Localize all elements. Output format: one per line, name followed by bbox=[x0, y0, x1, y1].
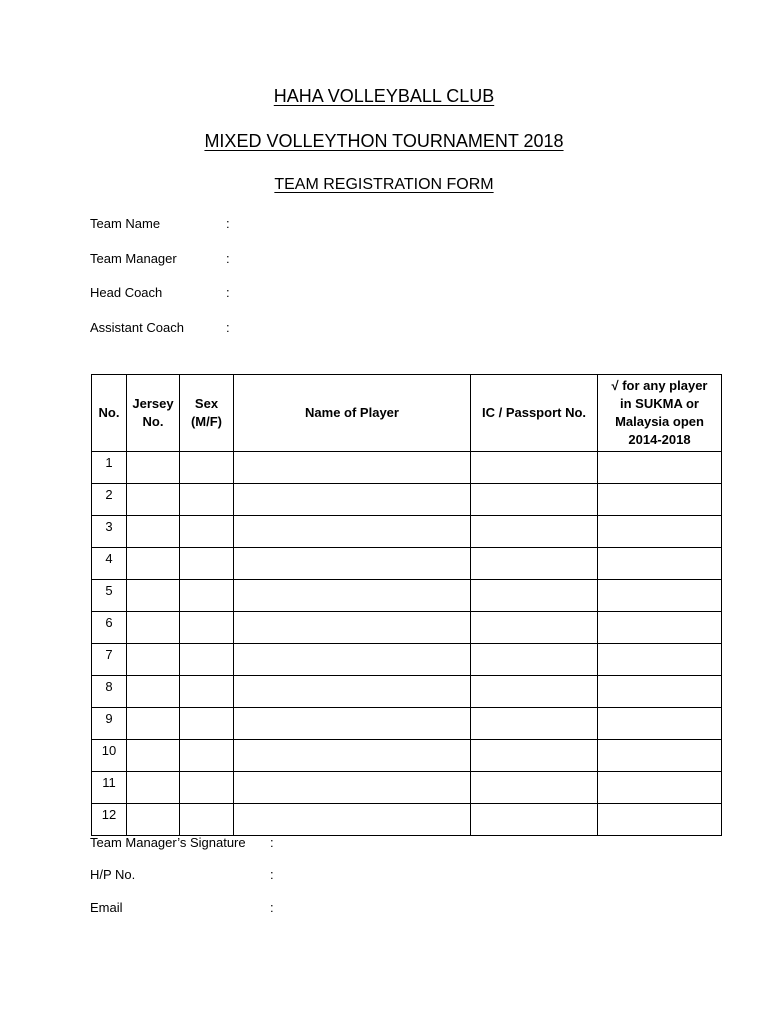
name-cell[interactable] bbox=[234, 804, 471, 836]
no-cell: 11 bbox=[92, 772, 127, 804]
signature-label: Team Manager’s Signature bbox=[90, 835, 246, 850]
head-coach-colon: : bbox=[226, 285, 230, 300]
table-row bbox=[92, 484, 722, 516]
no-cell: 5 bbox=[92, 580, 127, 612]
no-cell: 4 bbox=[92, 548, 127, 580]
name-cell[interactable] bbox=[234, 740, 471, 772]
jersey-cell[interactable] bbox=[127, 484, 180, 516]
header-sex-line1: Sex bbox=[194, 396, 219, 411]
header-check-line2: in SUKMA or bbox=[620, 396, 699, 411]
team-name-label: Team Name bbox=[90, 216, 161, 231]
sex-cell[interactable] bbox=[180, 740, 234, 772]
check-cell[interactable] bbox=[598, 676, 722, 708]
check-cell[interactable] bbox=[598, 644, 722, 676]
check-cell[interactable] bbox=[598, 484, 722, 516]
team-manager-field[interactable] bbox=[90, 251, 230, 266]
no-cell: 12 bbox=[92, 804, 127, 836]
jersey-cell[interactable] bbox=[127, 804, 180, 836]
table-row bbox=[92, 676, 722, 708]
jersey-cell[interactable] bbox=[127, 548, 180, 580]
header-jersey-line2: No. bbox=[142, 414, 164, 429]
sex-cell[interactable] bbox=[180, 708, 234, 740]
no-cell: 10 bbox=[92, 740, 127, 772]
no-cell: 9 bbox=[92, 708, 127, 740]
header-jersey-line1: Jersey bbox=[132, 396, 174, 411]
no-cell: 8 bbox=[92, 676, 127, 708]
sex-cell[interactable] bbox=[180, 612, 234, 644]
table-row bbox=[92, 612, 722, 644]
ic-cell[interactable] bbox=[471, 644, 598, 676]
table-row bbox=[92, 548, 722, 580]
head-coach-label: Head Coach bbox=[90, 285, 163, 300]
sex-cell[interactable] bbox=[180, 516, 234, 548]
team-name-colon: : bbox=[226, 216, 230, 231]
header-ic: IC / Passport No. bbox=[471, 375, 598, 452]
table-row bbox=[92, 580, 722, 612]
name-cell[interactable] bbox=[234, 612, 471, 644]
team-name-field[interactable] bbox=[90, 216, 230, 231]
table-row bbox=[92, 804, 722, 836]
header-name: Name of Player bbox=[234, 375, 471, 452]
table-row bbox=[92, 516, 722, 548]
ic-cell[interactable] bbox=[471, 708, 598, 740]
ic-cell[interactable] bbox=[471, 772, 598, 804]
hp-no-field[interactable] bbox=[90, 867, 274, 882]
table-row bbox=[92, 644, 722, 676]
no-cell: 2 bbox=[92, 484, 127, 516]
check-cell[interactable] bbox=[598, 772, 722, 804]
check-cell[interactable] bbox=[598, 612, 722, 644]
hp-no-label: H/P No. bbox=[90, 867, 136, 882]
tournament-title: MIXED VOLLEYTHON TOURNAMENT 2018 bbox=[204, 131, 564, 151]
jersey-cell[interactable] bbox=[127, 772, 180, 804]
header-check-line1: √ for any player bbox=[611, 378, 708, 393]
header-check-line4: 2014-2018 bbox=[628, 432, 691, 447]
table-row bbox=[92, 772, 722, 804]
sex-cell[interactable] bbox=[180, 484, 234, 516]
assistant-coach-colon: : bbox=[226, 320, 230, 335]
no-cell: 3 bbox=[92, 516, 127, 548]
name-cell[interactable] bbox=[234, 676, 471, 708]
team-manager-colon: : bbox=[226, 251, 230, 266]
assistant-coach-label: Assistant Coach bbox=[90, 320, 184, 335]
ic-cell[interactable] bbox=[471, 804, 598, 836]
sex-cell[interactable] bbox=[180, 676, 234, 708]
form-title: TEAM REGISTRATION FORM bbox=[274, 176, 494, 193]
player-roster-table bbox=[91, 374, 722, 836]
jersey-cell[interactable] bbox=[127, 580, 180, 612]
ic-cell[interactable] bbox=[471, 612, 598, 644]
sex-cell[interactable] bbox=[180, 772, 234, 804]
ic-cell[interactable] bbox=[471, 580, 598, 612]
check-cell[interactable] bbox=[598, 452, 722, 484]
ic-cell[interactable] bbox=[471, 548, 598, 580]
jersey-cell[interactable] bbox=[127, 452, 180, 484]
header-no: No. bbox=[92, 375, 127, 452]
header-sex bbox=[180, 375, 234, 452]
name-cell[interactable] bbox=[234, 452, 471, 484]
header-check-line3: Malaysia open bbox=[615, 414, 704, 429]
jersey-cell[interactable] bbox=[127, 516, 180, 548]
header-check bbox=[598, 375, 722, 452]
email-colon: : bbox=[270, 900, 274, 915]
ic-cell[interactable] bbox=[471, 516, 598, 548]
name-cell[interactable] bbox=[234, 484, 471, 516]
table-header-row bbox=[92, 375, 722, 452]
name-cell[interactable] bbox=[234, 644, 471, 676]
email-label: Email bbox=[90, 900, 123, 915]
check-cell[interactable] bbox=[598, 548, 722, 580]
email-field[interactable] bbox=[90, 900, 274, 915]
no-cell: 7 bbox=[92, 644, 127, 676]
table-row bbox=[92, 740, 722, 772]
assistant-coach-field[interactable] bbox=[90, 320, 230, 335]
check-cell[interactable] bbox=[598, 516, 722, 548]
no-cell: 1 bbox=[92, 452, 127, 484]
name-cell[interactable] bbox=[234, 580, 471, 612]
check-cell[interactable] bbox=[598, 740, 722, 772]
jersey-cell[interactable] bbox=[127, 644, 180, 676]
name-cell[interactable] bbox=[234, 708, 471, 740]
sex-cell[interactable] bbox=[180, 548, 234, 580]
name-cell[interactable] bbox=[234, 772, 471, 804]
club-title: HAHA VOLLEYBALL CLUB bbox=[273, 86, 495, 106]
jersey-cell[interactable] bbox=[127, 740, 180, 772]
team-manager-label: Team Manager bbox=[90, 251, 177, 266]
ic-cell[interactable] bbox=[471, 676, 598, 708]
head-coach-field[interactable] bbox=[90, 285, 230, 300]
check-cell[interactable] bbox=[598, 804, 722, 836]
hp-no-colon: : bbox=[270, 867, 274, 882]
sex-cell[interactable] bbox=[180, 804, 234, 836]
signature-field[interactable] bbox=[90, 835, 274, 850]
sex-cell[interactable] bbox=[180, 580, 234, 612]
table-row bbox=[92, 708, 722, 740]
no-cell: 6 bbox=[92, 612, 127, 644]
ic-cell[interactable] bbox=[471, 740, 598, 772]
sex-cell[interactable] bbox=[180, 452, 234, 484]
jersey-cell[interactable] bbox=[127, 676, 180, 708]
header-jersey bbox=[127, 375, 180, 452]
name-cell[interactable] bbox=[234, 516, 471, 548]
name-cell[interactable] bbox=[234, 548, 471, 580]
ic-cell[interactable] bbox=[471, 484, 598, 516]
jersey-cell[interactable] bbox=[127, 708, 180, 740]
jersey-cell[interactable] bbox=[127, 612, 180, 644]
sex-cell[interactable] bbox=[180, 644, 234, 676]
signature-colon: : bbox=[270, 835, 274, 850]
header-sex-line2: (M/F) bbox=[190, 414, 223, 429]
check-cell[interactable] bbox=[598, 580, 722, 612]
table-row bbox=[92, 452, 722, 484]
check-cell[interactable] bbox=[598, 708, 722, 740]
ic-cell[interactable] bbox=[471, 452, 598, 484]
